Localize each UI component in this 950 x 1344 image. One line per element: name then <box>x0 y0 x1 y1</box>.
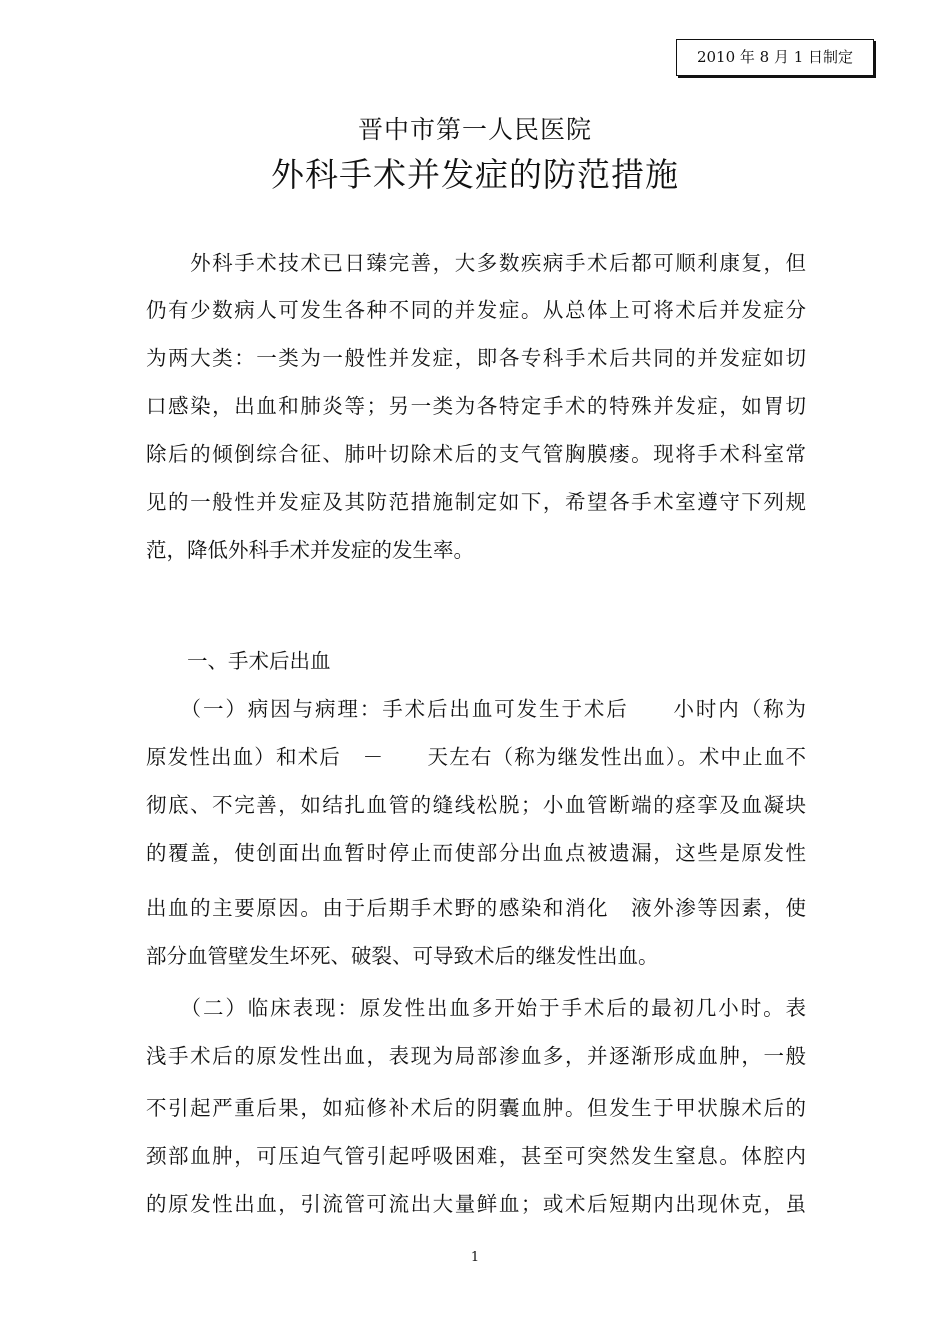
body-line: （一）病因与病理：手术后出血可发生于术后 小时内（称为 <box>146 697 806 721</box>
date-stamp-box <box>676 39 874 76</box>
section-heading: 一、手术后出血 <box>146 649 331 673</box>
page-number: 1 <box>470 1250 480 1265</box>
body-line: 颈部血肿，可压迫气管引起呼吸困难，甚至可突然发生窒息。体腔内 <box>146 1144 806 1168</box>
body-line: 的原发性出血，引流管可流出大量鲜血；或术后短期内出现休克，虽 <box>146 1192 806 1216</box>
date-stamp: 2010 年 8 月 1 日制定 <box>696 48 854 66</box>
body-line: 范，降低外科手术并发症的发生率。 <box>146 538 474 562</box>
document-title: 外科手术并发症的防范措施 <box>271 155 679 194</box>
body-line: 的覆盖，使创面出血暂时停止而使部分出血点被遗漏，这些是原发性 <box>146 841 806 865</box>
body-line: 彻底、不完善，如结扎血管的缝线松脱；小血管断端的痉挛及血凝块 <box>146 793 806 817</box>
body-line: 为两大类：一类为一般性并发症，即各专科手术后共同的并发症如切 <box>146 346 806 370</box>
hospital-name: 晋中市第一人民医院 <box>357 115 592 144</box>
body-line: 口感染，出血和肺炎等；另一类为各特定手术的特殊并发症，如胃切 <box>146 394 806 418</box>
body-line: 仍有少数病人可发生各种不同的并发症。从总体上可将术后并发症分 <box>146 298 806 322</box>
body-line: 外科手术技术已日臻完善，大多数疾病手术后都可顺利康复，但 <box>146 251 806 275</box>
body-line: 浅手术后的原发性出血，表现为局部渗血多，并逐渐形成血肿，一般 <box>146 1044 806 1068</box>
body-line: （二）临床表现：原发性出血多开始于手术后的最初几小时。表 <box>146 996 806 1020</box>
body-line: 见的一般性并发症及其防范措施制定如下，希望各手术室遵守下列规 <box>146 490 806 514</box>
body-line: 部分血管壁发生坏死、破裂、可导致术后的继发性出血。 <box>146 944 659 968</box>
body-line: 原发性出血）和术后 － 天左右（称为继发性出血）。术中止血不 <box>146 745 806 769</box>
body-line: 除后的倾倒综合征、肺叶切除术后的支气管胸膜瘘。现将手术科室常 <box>146 442 806 466</box>
body-line: 出血的主要原因。由于后期手术野的感染和消化 液外渗等因素，使 <box>146 896 806 920</box>
body-line: 不引起严重后果，如疝修补术后的阴囊血肿。但发生于甲状腺术后的 <box>146 1096 806 1120</box>
